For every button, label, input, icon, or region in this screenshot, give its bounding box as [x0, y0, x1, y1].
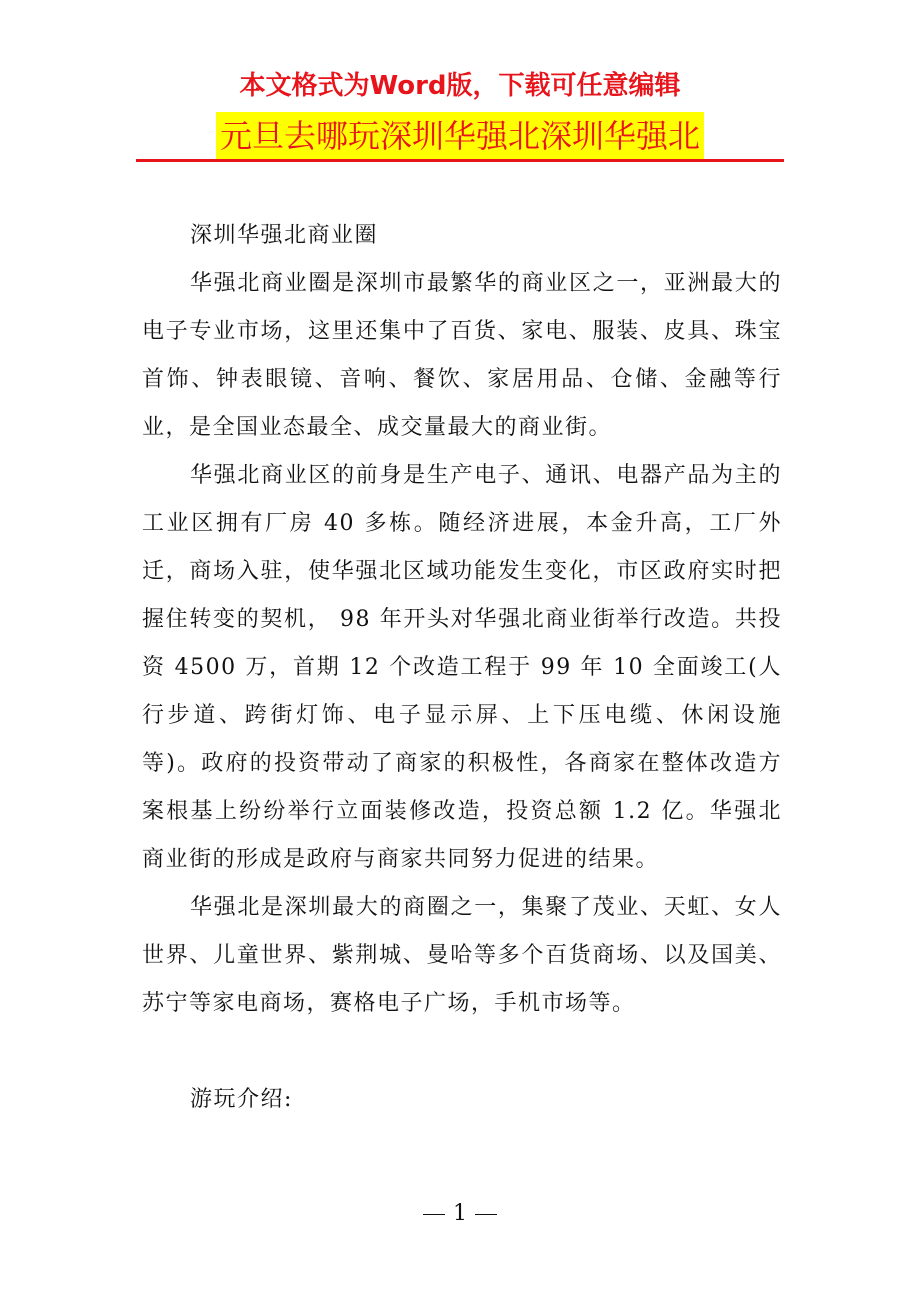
paragraph-malls: 华强北是深圳最大的商圈之一，集聚了茂业、天虹、女人世界、儿童世界、紫荆城、曼哈等多个百货商场、以及国美、苏宁等家电商场，赛格电子广场，手机市场等。	[142, 895, 782, 1016]
format-notice: 本文格式为Word版，下载可任意编辑	[239, 71, 681, 101]
section-heading: 深圳华强北商业圈	[190, 223, 379, 248]
footer-dash-left	[423, 1214, 445, 1215]
title-container	[0, 112, 920, 160]
footer-dash-right	[475, 1214, 497, 1215]
paragraph-history: 华强北商业区的前身是生产电子、通讯、电器产品为主的工业区拥有厂房 40 多栋。随经济进展，本金升高，工厂外迁，商场入驻，使华强北区域功能发生变化，市区政府实时把握住转变的契机， 98 年开头对华强北商业街举行改造。共投资 4500 万，首期 12 个改造工程于 99 年 10 全面竣工(人行步道、跨街灯饰、电子显示屏、上下压电缆、休闲设施等)。政府的投资带动了商家的积极性，各商家在整体改造方案根基上纷纷举行立面装修改造，投资总额 1.2 亿。华强北商业街的形成是政府与商家共同努力促进的结果。	[142, 463, 782, 872]
title-divider	[136, 159, 784, 162]
subheading-tour: 游玩介绍:	[190, 1087, 293, 1112]
page-footer	[0, 1198, 920, 1230]
page-number: 1	[453, 1201, 467, 1226]
document-body	[142, 212, 782, 1124]
blank-line	[142, 1028, 782, 1076]
paragraph-intro: 华强北商业圈是深圳市最繁华的商业区之一，亚洲最大的电子专业市场，这里还集中了百货、家电、服装、皮具、珠宝首饰、钟表眼镜、音响、餐饮、家居用品、仓储、金融等行业，是全国业态最全、成交量最大的商业街。	[142, 271, 782, 440]
document-title: 元旦去哪玩深圳华强北深圳华强北	[216, 112, 704, 160]
